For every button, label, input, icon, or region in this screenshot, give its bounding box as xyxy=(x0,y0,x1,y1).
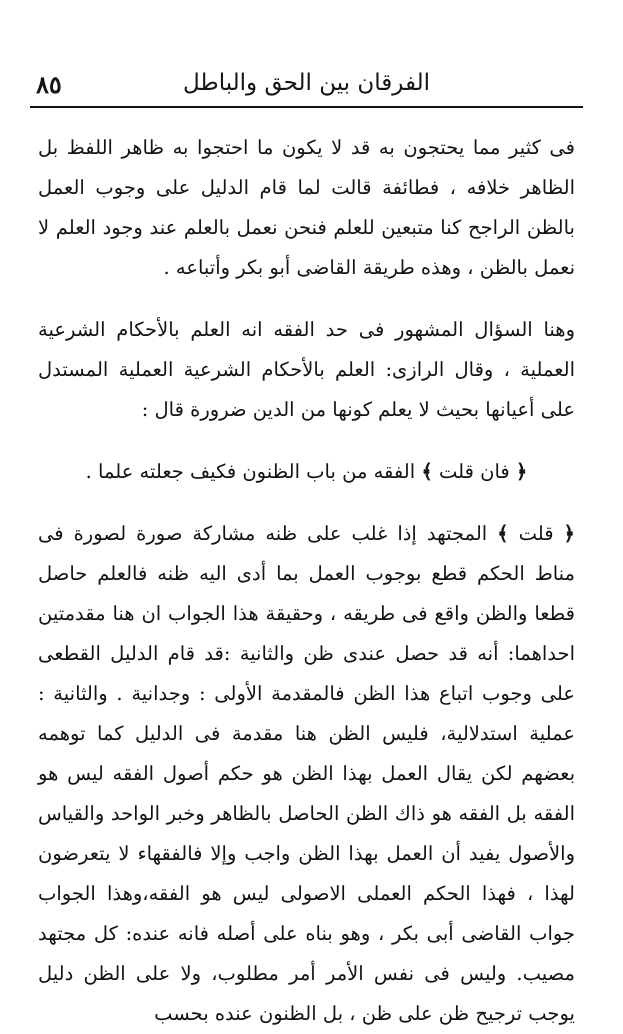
page-header xyxy=(30,66,583,108)
objection-term: فان قلت xyxy=(439,460,510,483)
paragraph-spacer xyxy=(38,288,575,310)
page-number: ٨٥ xyxy=(36,70,62,99)
answer-term: قلت xyxy=(518,522,554,545)
ornate-bracket-open: ﴿ xyxy=(563,522,575,545)
ornate-bracket-close: ﴾ xyxy=(497,522,509,545)
paragraph-spacer xyxy=(38,492,575,514)
ornate-bracket-open: ﴿ xyxy=(515,460,528,483)
ornate-bracket-close: ﴾ xyxy=(421,460,433,483)
answer-paragraph xyxy=(38,514,575,1034)
answer-text: المجتهد إذا غلب على ظنه مشاركة صورة لصورة فى مناط الحكم قطع بوجوب العمل بما أدى اليه ظنه فالعلم حاصل قطعا والظن واقع فى طريقه ، وحقيقة هذا الجواب ان هنا مقدمتين احداهما: أنه قد حصل عندى ظن والثانية :قد قام الدليل القطعى على وجوب اتباع هذا الظن فالمقدمة الأولى : وجدانية . والثانية : عملية استدلالية، فليس الظن هنا مقدمة فى الدليل كما توهمه بعضهم لكن يقال العمل بهذا الظن هو حكم أصول الفقه ليس هو الفقه بل الفقه هو ذاك الظن الحاصل بالظاهر وخبر الواحد والقياس والأصول يفيد أن العمل بهذا الظن واجب وإلا فالفقهاء لا يتعرضون لهذا ، فهذا الحكم العملى الاصولى ليس هو الفقه،وهذا الجواب جواب القاضى أبى بكر ، وهو بناه على أصله فانه عنده: كل مجتهد مصيب. وليس فى نفس الأمر أمر مطلوب، ولا على الظن دليل يوجب ترجيح ظن على ظن ، بل الظنون عنده بحسب xyxy=(38,522,575,1025)
paragraph-spacer xyxy=(38,430,575,452)
body-text xyxy=(38,128,575,1034)
objection-text: الفقه من باب الظنون فكيف جعلته علما . xyxy=(85,460,416,483)
paragraph-1: فى كثير مما يحتجون به قد لا يكون ما احتجوا به ظاهر اللفظ بل الظاهر خلافه ، فطائفة قالت لما قام الدليل على وجوب العمل بالظن الراجح كنا متبعين للعلم فنحن نعمل بالعلم عند وجود العلم لا نعمل بالظن ، وهذه طريقة القاضى أبو بكر وأتباعه . xyxy=(38,136,575,279)
objection-paragraph xyxy=(38,452,575,492)
running-title: الفرقان بين الحق والباطل xyxy=(182,70,430,96)
paragraph-2: وهنا السؤال المشهور فى حد الفقه انه العلم بالأحكام الشرعية العملية ، وقال الرازى: العلم بالأحكام الشرعية العملية المستدل على أعيانها بحيث لا يعلم كونها من الدين ضرورة قال : xyxy=(38,318,575,421)
